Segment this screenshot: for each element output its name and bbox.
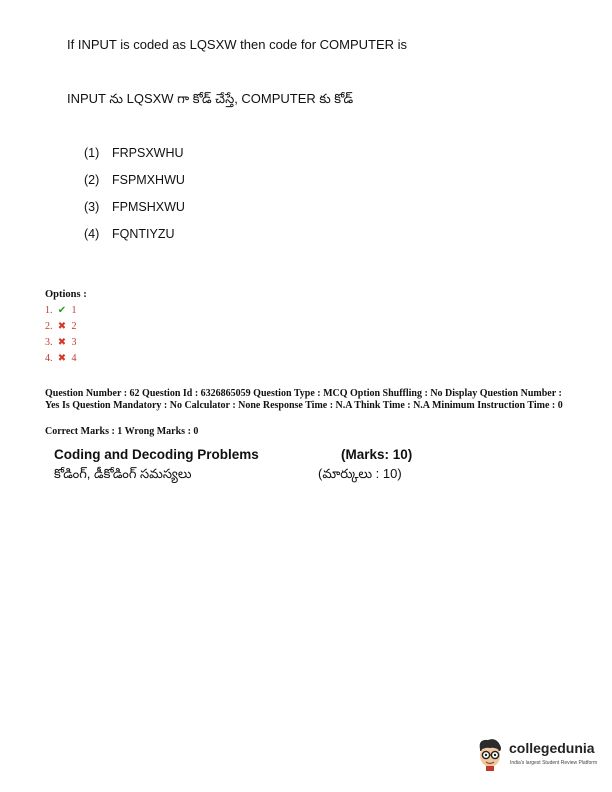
question-text-telugu: INPUT ను LQSXW గా కోడ్ చేస్తే, COMPUTER కు కోడ్	[67, 91, 354, 106]
section-marks-english: (Marks: 10)	[341, 447, 413, 462]
choice-text: FPMSHXWU	[112, 200, 185, 214]
option-value: 4	[71, 353, 77, 364]
choice-number: (1)	[84, 146, 100, 160]
options-heading: Options :	[45, 289, 87, 300]
cross-icon: ✖	[57, 321, 67, 332]
option-2	[45, 320, 77, 336]
option-label: 3.	[45, 337, 53, 348]
cross-icon: ✖	[57, 337, 67, 348]
option-1	[45, 304, 77, 320]
option-3	[45, 336, 77, 352]
brand-name: collegedunia	[509, 740, 595, 756]
marks-info: Correct Marks : 1 Wrong Marks : 0	[45, 426, 199, 437]
option-label: 2.	[45, 321, 53, 332]
choice-2	[84, 172, 185, 199]
question-metadata: Question Number : 62 Question Id : 6326865059 Question Type : MCQ Option Shuffling : No Display Question Number : Yes Is Question Mandatory : No Calculator : None Response Time : N.A Think Time : N.A Minimum Instruction Time : 0	[45, 388, 563, 411]
section-title-english: Coding and Decoding Problems	[54, 447, 259, 462]
options-list	[45, 304, 77, 368]
choice-number: (2)	[84, 173, 100, 187]
option-value: 1	[71, 305, 77, 316]
choice-text: FQNTIYZU	[112, 227, 175, 241]
choice-number: (4)	[84, 227, 100, 241]
choice-text: FRPSXWHU	[112, 146, 184, 160]
option-value: 2	[71, 321, 77, 332]
choice-1	[84, 145, 185, 172]
option-4	[45, 352, 77, 368]
choice-3	[84, 199, 185, 226]
option-label: 1.	[45, 305, 53, 316]
option-label: 4.	[45, 353, 53, 364]
section-marks-telugu: (మార్కులు : 10)	[318, 466, 402, 481]
section-title-telugu: కోడింగ్, డీకోడింగ్ సమస్యలు	[54, 466, 192, 481]
option-value: 3	[71, 337, 77, 348]
collegedunia-logo	[474, 735, 604, 775]
brand-tagline: India's largest Student Review Platform	[510, 760, 598, 766]
question-text-english: If INPUT is coded as LQSXW then code for COMPUTER is	[67, 37, 408, 52]
choice-text: FSPMXHWU	[112, 173, 185, 187]
mascot-icon	[474, 737, 506, 771]
choice-4	[84, 226, 185, 253]
choice-number: (3)	[84, 200, 100, 214]
cross-icon: ✖	[57, 353, 67, 364]
check-icon: ✔	[57, 305, 67, 316]
answer-choices	[84, 145, 185, 253]
